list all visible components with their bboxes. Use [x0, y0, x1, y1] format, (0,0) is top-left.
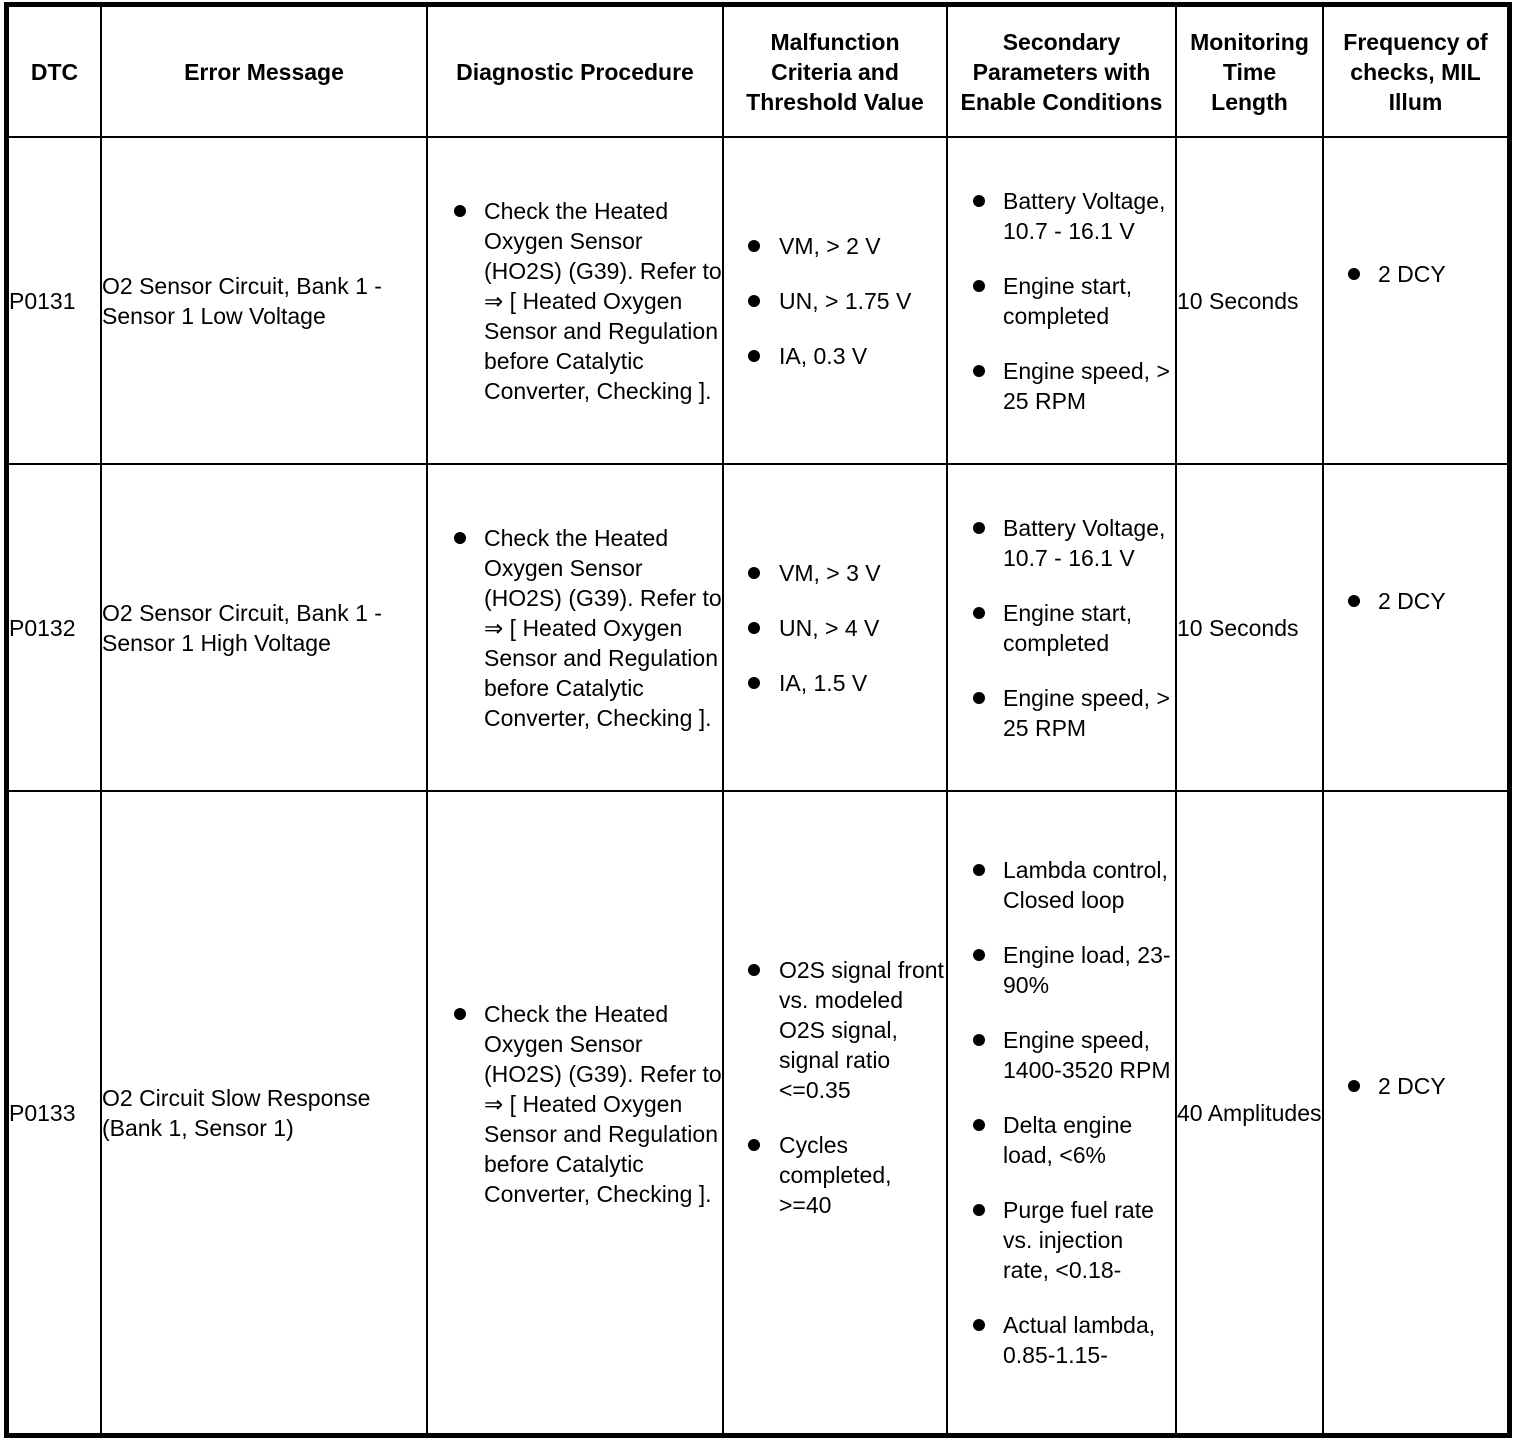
list-item: UN, > 1.75 V [724, 286, 946, 316]
list-item: VM, > 3 V [724, 558, 946, 588]
dtc-table [7, 5, 1509, 1435]
list-item: Engine speed, > 25 RPM [948, 356, 1175, 416]
list-item: Engine load, 23-90% [948, 940, 1175, 1000]
list-item: Engine speed, > 25 RPM [948, 683, 1175, 743]
header-error-message: Error Message [101, 6, 427, 137]
list-item: Check the Heated Oxygen Sensor (HO2S) (G39). Refer to ⇒ [ Heated Oxygen Sensor and Regulation before Catalytic Converter, Checking ]. [428, 523, 722, 733]
list-item: Lambda control, Closed loop [948, 855, 1175, 915]
list-item: O2S signal front vs. modeled O2S signal, signal ratio <=0.35 [724, 955, 946, 1105]
diagnostic-procedure [427, 464, 723, 791]
header-dtc: DTC [8, 6, 101, 137]
list-item: UN, > 4 V [724, 613, 946, 643]
list-item: VM, > 2 V [724, 231, 946, 261]
list-item: Engine start, completed [948, 271, 1175, 331]
list-item: Check the Heated Oxygen Sensor (HO2S) (G39). Refer to ⇒ [ Heated Oxygen Sensor and Regulation before Catalytic Converter, Checking ]. [428, 999, 722, 1209]
table-row [8, 464, 1508, 791]
header-secondary-parameters: Secondary Parameters with Enable Conditions [947, 6, 1176, 137]
list-item: IA, 0.3 V [724, 341, 946, 371]
list-item: Cycles completed, >=40 [724, 1130, 946, 1220]
monitoring-time: 40 Amplitudes [1176, 791, 1323, 1434]
list-item: Actual lambda, 0.85-1.15- [948, 1310, 1175, 1370]
monitoring-time: 10 Seconds [1176, 464, 1323, 791]
list-item: 2 DCY [1324, 259, 1507, 289]
table-row [8, 137, 1508, 464]
list-item: 2 DCY [1324, 1071, 1507, 1101]
secondary-parameters [947, 464, 1176, 791]
dtc-code: P0132 [8, 464, 101, 791]
monitoring-time: 10 Seconds [1176, 137, 1323, 464]
table-row [8, 791, 1508, 1434]
malfunction-criteria [723, 137, 947, 464]
diagnostic-procedure [427, 137, 723, 464]
error-message: O2 Circuit Slow Response (Bank 1, Sensor 1) [101, 791, 427, 1434]
error-message: O2 Sensor Circuit, Bank 1 - Sensor 1 High Voltage [101, 464, 427, 791]
header-monitoring-time: Monitoring Time Length [1176, 6, 1323, 137]
list-item: Delta engine load, <6% [948, 1110, 1175, 1170]
frequency [1323, 791, 1508, 1434]
dtc-code: P0131 [8, 137, 101, 464]
list-item: Battery Voltage, 10.7 - 16.1 V [948, 186, 1175, 246]
secondary-parameters [947, 791, 1176, 1434]
list-item: Engine speed, 1400-3520 RPM [948, 1025, 1175, 1085]
header-frequency: Frequency of checks, MIL Illum [1323, 6, 1508, 137]
secondary-parameters [947, 137, 1176, 464]
list-item: Battery Voltage, 10.7 - 16.1 V [948, 513, 1175, 573]
list-item: Purge fuel rate vs. injection rate, <0.18- [948, 1195, 1175, 1285]
error-message: O2 Sensor Circuit, Bank 1 - Sensor 1 Low Voltage [101, 137, 427, 464]
header-malfunction-criteria: Malfunction Criteria and Threshold Value [723, 6, 947, 137]
header-row [8, 6, 1508, 137]
frequency [1323, 464, 1508, 791]
list-item: IA, 1.5 V [724, 668, 946, 698]
dtc-code: P0133 [8, 791, 101, 1434]
malfunction-criteria [723, 791, 947, 1434]
malfunction-criteria [723, 464, 947, 791]
list-item: Check the Heated Oxygen Sensor (HO2S) (G39). Refer to ⇒ [ Heated Oxygen Sensor and Regulation before Catalytic Converter, Checking ]. [428, 196, 722, 406]
diagnostic-procedure [427, 791, 723, 1434]
list-item: 2 DCY [1324, 586, 1507, 616]
frequency [1323, 137, 1508, 464]
header-diagnostic-procedure: Diagnostic Procedure [427, 6, 723, 137]
list-item: Engine start, completed [948, 598, 1175, 658]
